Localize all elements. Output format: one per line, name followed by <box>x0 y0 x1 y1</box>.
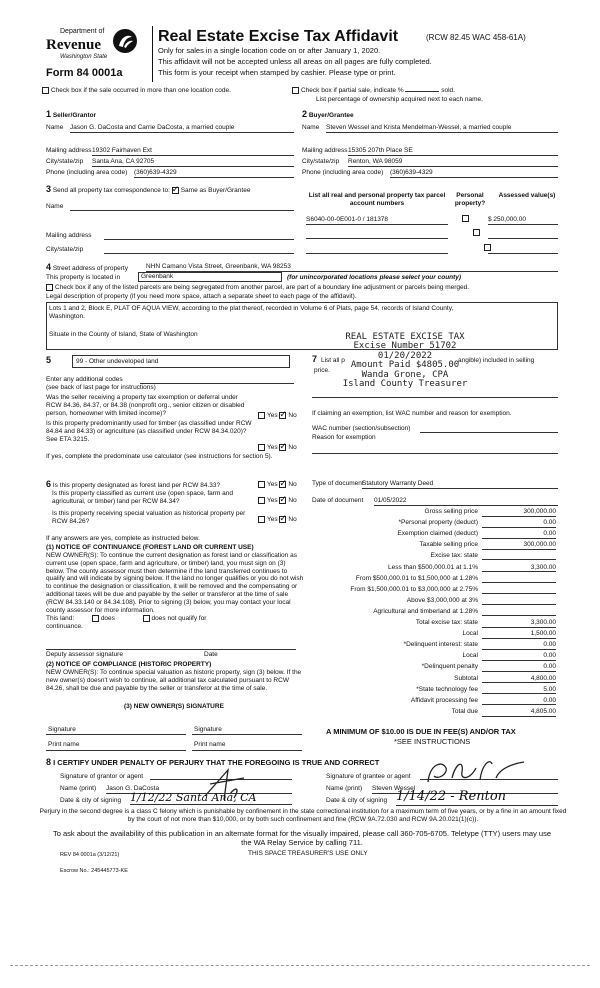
fee-value[interactable] <box>482 552 556 560</box>
seller-exemption-yes[interactable] <box>258 412 265 419</box>
fee-row <box>300 663 558 674</box>
buyer-mail-field[interactable]: 15305 207th Place SE <box>348 147 558 156</box>
certify-row: 8 I CERTIFY UNDER PENALTY OF PERJURY THAT THE FOREGOING IS TRUE AND CORRECT <box>46 757 380 767</box>
deputy-date-label: Date <box>204 651 218 658</box>
fee-label: Subtotal <box>454 674 478 682</box>
does-qualify-checkbox[interactable] <box>92 615 99 622</box>
seller-exemption-answer <box>258 412 297 420</box>
fee-value[interactable]: 0.00 <box>482 641 556 650</box>
forest-land-question-row: 6 Is this property designated as forest land per RCW 84.33? <box>46 479 221 489</box>
owner-signature-line-1[interactable] <box>46 733 186 735</box>
dept-of-text: Department of <box>60 28 105 35</box>
historic-question: Is this property receiving special valuation as historical property per RCW 84.26? <box>52 510 246 525</box>
fee-row <box>300 608 558 619</box>
grantee-signature-label: Signature of grantee or agent <box>326 773 411 780</box>
current-use-answer <box>258 497 297 505</box>
section-7-number: 7 <box>312 354 318 364</box>
header-note-3: This form is your receipt when stamped by cashier. Please type or print. <box>158 68 396 77</box>
stamp-line-6: Island County Treasurer <box>342 379 468 390</box>
corr-mail-field[interactable] <box>104 232 294 240</box>
fee-row <box>300 597 558 608</box>
wac-label: WAC number (section/subsection) <box>312 425 411 432</box>
accessibility-notice: To ask about the availability of this publication in an alternate format for the visually impaired, please call 360-705-6705. Teletype (TTY) users may use the WA Relay Service by calling 711. <box>52 829 552 847</box>
owner-print-label: Print name <box>48 741 80 748</box>
wac-field[interactable] <box>420 425 558 433</box>
land-use-select[interactable]: 99 - Other undeveloped land <box>72 355 290 368</box>
buyer-phone-label: Phone (including area code) <box>302 169 384 176</box>
fee-value[interactable]: 1,500.00 <box>482 630 556 639</box>
timber-yes[interactable] <box>258 444 265 451</box>
stamp-line-2: Excise Number 51702 <box>353 341 457 352</box>
fee-value[interactable] <box>482 597 556 605</box>
seller-name-label: Name <box>46 124 64 131</box>
timber-answer <box>258 444 297 452</box>
fee-row <box>300 630 558 641</box>
fee-row <box>300 641 558 652</box>
multi-location-label: Check box if the sale occurred in more than one location code. <box>51 87 231 95</box>
buyer-mail-label: Mailing address <box>302 147 348 154</box>
no-label: No <box>288 516 297 524</box>
escrow-number: Escrow No.: 245445773-KE <box>60 868 128 874</box>
fee-value[interactable]: 3,300.00 <box>482 564 556 573</box>
legal-description-label: Legal description of property (if you need more space, attach a separate sheet to each page of the affidavit). <box>46 293 357 300</box>
forest-land-answer <box>258 481 297 489</box>
doc-date-field[interactable]: 01/05/2022 <box>374 497 558 506</box>
fee-value[interactable]: 4,800.00 <box>482 675 556 684</box>
grantee-name-label: Name (print) <box>326 785 363 792</box>
this-land-label: This land: <box>46 615 75 623</box>
buyer-name-field[interactable]: Steven Wessel and Krista Mendelman-Wessel, a married couple <box>326 124 558 133</box>
fee-row <box>300 508 558 519</box>
fee-row <box>300 652 558 663</box>
minimum-fee-note: A MINIMUM OF $10.00 IS DUE IN FEE(S) AND/OR TAX <box>326 727 516 736</box>
street-address-field[interactable]: NHN Camano Vista Street, Greenbank, WA 98253 <box>146 263 558 272</box>
fee-value[interactable]: 4,805.00 <box>482 708 556 717</box>
fee-value[interactable]: 0.00 <box>482 697 556 706</box>
buyer-name-label: Name <box>302 124 320 131</box>
seller-phone-label: Phone (including area code) <box>46 169 128 176</box>
fee-value[interactable]: 0.00 <box>482 530 556 539</box>
fee-label: From $1,500,000.01 to $3,000,000 at 2.75% <box>350 585 478 593</box>
yes-label: Yes <box>267 444 278 452</box>
see-back-note: (see back of last page for instructions) <box>46 384 156 391</box>
exemption-reason-label: Reason for exemption <box>312 434 376 441</box>
stamp-line-4: Amount Paid $4805.00 <box>350 360 460 371</box>
doc-date-label: Date of document <box>312 497 364 504</box>
fee-value[interactable]: 300,000.00 <box>482 508 556 517</box>
header-note-1: Only for sales in a single location code on or after January 1, 2020. <box>158 46 381 55</box>
fee-row <box>300 575 558 586</box>
fee-row <box>300 541 558 552</box>
multi-location-checkbox[interactable] <box>42 87 49 94</box>
bottom-dashed-line <box>10 965 590 966</box>
current-use-yes[interactable] <box>258 497 265 504</box>
corr-city-label: City/state/zip <box>46 246 84 253</box>
yes-label: Yes <box>267 497 278 505</box>
fee-row <box>300 619 558 630</box>
fee-label: *Delinquent penalty <box>421 663 478 671</box>
same-as-buyer-checkbox[interactable] <box>172 187 179 194</box>
fee-value[interactable]: 0.00 <box>482 663 556 672</box>
current-use-question: Is this property classified as current use (open space, farm and agricultural, or timber) land per RCW 84.34? <box>52 490 234 505</box>
fee-label: Total excise tax: state <box>415 619 478 626</box>
fee-value[interactable]: 3,300.00 <box>482 619 556 628</box>
no-label: No <box>288 412 297 420</box>
sold-label: sold. <box>441 87 455 95</box>
no-label: No <box>288 444 297 452</box>
fee-value[interactable] <box>482 575 556 583</box>
seller-city-label: City/state/zip <box>46 158 84 165</box>
owner-print-label-2: Print name <box>194 741 226 748</box>
fee-label: Less than $500,000.01 at 1.1% <box>388 563 478 571</box>
current-use-no[interactable] <box>279 497 286 504</box>
partial-sale-label: Check box if partial sale, indicate % <box>301 87 404 95</box>
fee-value[interactable]: 0.00 <box>482 519 556 528</box>
fee-label: *State technology fee <box>416 685 478 693</box>
unincorporated-note: (for unincorporated locations please select your county) <box>287 274 462 281</box>
doc-type-label: Type of document <box>312 480 364 487</box>
forest-land-yes[interactable] <box>258 481 265 488</box>
see-instructions-note: *SEE INSTRUCTIONS <box>394 737 471 746</box>
yes-label: Yes <box>267 481 278 489</box>
additional-codes-field[interactable] <box>140 376 294 384</box>
parcel-column-header: List all real and personal property tax parcel account numbers <box>308 192 446 207</box>
assessed-row-3[interactable] <box>488 246 558 254</box>
notice-1-text: NEW OWNER(S): To continue the current designation as forest land or classification as current use (open space, farm and agriculture, or timber) land, you must sign on (3) below. The county assessor must then determine if the land transferred continues to qualify and will indicate by signing below. If the land no longer qualifies or you do not wish to continue the designation or classification, it will be removed and the compensating or additional taxes will be due and payable by the seller or transferor at the time of sale (RCW 84.33.140 or 84.34.108). Prior to signing (3) below, you may contact your local county assessor for more information. <box>46 552 304 614</box>
timber-no[interactable] <box>279 444 286 451</box>
continuance-label: continuance. <box>46 623 83 630</box>
timber-question: Is this property predominantly used for timber (as classified under RCW 84.84 and 84.33) or agriculture (as classified under RCW 84.34.020)? See ETA 3215. <box>46 420 252 443</box>
does-label: does <box>100 615 115 623</box>
historic-yes[interactable] <box>258 516 265 523</box>
fee-row <box>300 686 558 697</box>
fee-row <box>300 552 558 563</box>
segregated-label: Check box if any of the listed parcels are being segregated from another parcel, are part of a boundary line adjustment or parcels being merged. <box>55 284 470 292</box>
grantor-date-label: Date & city of signing <box>60 797 122 804</box>
revision-label: REV 84 0001a (3/12/21) <box>60 852 120 858</box>
street-address-row: 4 Street address of property <box>46 262 128 272</box>
fee-label: Agricultural and timberland at 1.28% <box>373 607 478 615</box>
grantee-date-city-field[interactable]: 1/14/22 - Renton <box>396 789 558 806</box>
personal-property-checkbox-1[interactable] <box>462 215 469 222</box>
revenue-text: Revenue <box>46 37 101 53</box>
no-label: No <box>288 497 297 505</box>
legal-line-3: Situate in the County of Island, State of Washington <box>49 331 198 338</box>
historic-no[interactable] <box>279 516 286 523</box>
parcel-row-2[interactable] <box>306 231 448 239</box>
buyer-heading: 2 Buyer/Grantee <box>302 109 354 119</box>
rcw-reference: (RCW 82.45 WAC 458-61A) <box>426 33 526 42</box>
seller-mail-field[interactable]: 19302 Fairhaven Ext <box>92 147 294 156</box>
seller-phone-field[interactable]: (360)639-4329 <box>134 169 294 178</box>
yes-label: Yes <box>267 516 278 524</box>
assessed-row-1[interactable]: $ 250,000.00 <box>488 216 558 225</box>
fee-label: Affidavit processing fee <box>410 696 478 704</box>
predominate-use-note: If yes, complete the predominate use calculator (see instructions for section 5). <box>46 453 273 460</box>
perjury-notice: Perjury in the second degree is a class C felony which is punishable by confinement in the state correctional institution for a maximum term of five years, or by a fine in an amount fixed by the court of not more than $10,000, or by both such confinement and fine (RCW 9A.72.030 and RCW 9A.20.021(1)(c)). <box>39 808 567 823</box>
section-7-text-b: price. <box>314 367 330 374</box>
personal-property-column-header: Personal property? <box>454 192 486 207</box>
segregated-row <box>46 284 469 292</box>
land-qualify-row <box>46 615 206 623</box>
parcel-row-3[interactable] <box>306 246 448 254</box>
stamp-line-5: Wanda Grone, CPA <box>361 369 449 380</box>
segregated-checkbox[interactable] <box>46 284 53 291</box>
fee-label: Above $3,000,000 at 3% <box>406 596 478 604</box>
historic-answer <box>258 516 297 524</box>
fee-label: Total due <box>451 707 478 715</box>
seller-name-field[interactable]: Jason G. DaCosta and Carrie DaCosta, a married couple <box>70 124 294 133</box>
fee-row <box>300 530 558 541</box>
assessed-row-2[interactable] <box>488 231 558 239</box>
additional-codes-label: Enter any additional codes <box>46 376 123 383</box>
fee-row <box>300 675 558 686</box>
notice-1-heading: (1) NOTICE OF CONTINUANCE (FOREST LAND OR CURRENT USE) <box>46 544 254 551</box>
forest-land-question: Is this property designated as forest land per RCW 84.33? <box>52 482 221 489</box>
grantee-date-label: Date & city of signing <box>326 797 388 804</box>
seller-exemption-question: Was the seller receiving a property tax exemption or deferral under RCW 84.36, 84.37, or 84.38 (nonprofit org., senior citizen or disabled person, homeowner with limited income)? <box>46 394 245 417</box>
notice-2-heading: (2) NOTICE OF COMPLIANCE (HISTORIC PROPERTY) <box>46 661 212 668</box>
yes-label: Yes <box>267 412 278 420</box>
does-not-label: does not qualify for <box>151 615 207 623</box>
grantee-name-field[interactable]: Steven Wessel <box>372 785 558 794</box>
partial-sale-percent-field[interactable] <box>405 91 439 92</box>
same-as-buyer-label: Same as Buyer/Grantee <box>180 187 251 194</box>
correspondence-row: 3 Send all property tax correspondence to: ✓ Same as Buyer/Grantee <box>46 184 250 195</box>
exemption-reason-field[interactable] <box>312 446 558 454</box>
fee-label: Exemption claimed (deduct) <box>397 530 478 538</box>
notice-3-heading: (3) NEW OWNER(S) SIGNATURE <box>124 703 224 710</box>
legal-line-2: Washington. <box>49 313 85 320</box>
fee-value[interactable] <box>482 608 556 616</box>
fee-row <box>300 564 558 575</box>
fee-label: *Personal property (deduct) <box>398 519 478 527</box>
corr-city-field[interactable] <box>104 246 294 254</box>
seller-mail-label: Mailing address <box>46 147 92 154</box>
location-select[interactable]: Greenbank <box>138 272 282 282</box>
fee-label: Excise tax: state <box>430 552 478 560</box>
grantor-date-city-field[interactable]: 1/12/22 Santa Ana, CA <box>130 791 292 805</box>
fee-label: Gross selling price <box>424 508 478 515</box>
fee-row <box>300 708 558 719</box>
owner-signature-label-2: Signature <box>194 726 222 733</box>
if-yes-note: If any answers are yes, complete as instructed below. <box>46 535 200 542</box>
owner-signature-line-2[interactable] <box>192 733 302 735</box>
seller-exemption-no[interactable] <box>279 412 286 419</box>
seller-heading: 1 Seller/Grantor <box>46 109 97 119</box>
fee-value[interactable] <box>482 586 556 594</box>
fee-label: From $500,000.01 to $1,500,000 at 1.28% <box>355 574 478 582</box>
correspondence-label: Send all property tax correspondence to: <box>52 187 170 194</box>
grantor-signature-label: Signature of grantor or agent <box>60 773 144 780</box>
legal-description-box[interactable] <box>46 302 558 350</box>
section-5-number: 5 <box>46 355 52 365</box>
no-label: No <box>288 481 297 489</box>
fee-row <box>300 586 558 597</box>
form-number: Form 84 0001a <box>46 67 123 79</box>
corr-mail-label: Mailing address <box>46 232 92 239</box>
corr-name-label: Name <box>46 203 64 210</box>
seller-city-field[interactable]: Santa Ana, CA 92705 <box>92 158 294 167</box>
doc-type-field[interactable]: Statutory Warranty Deed <box>362 480 558 489</box>
fee-label: Local <box>462 652 478 660</box>
grantor-name-field[interactable]: Jason G. DaCosta <box>106 785 292 794</box>
partial-sale-checkbox[interactable] <box>292 87 299 94</box>
certify-statement: I CERTIFY UNDER PENALTY OF PERJURY THAT THE FOREGOING IS TRUE AND CORRECT <box>53 758 380 767</box>
form-title: Real Estate Excise Tax Affidavit <box>158 28 399 45</box>
owner-print-line-1[interactable] <box>46 749 186 751</box>
buyer-city-field[interactable]: Renton, WA 98059 <box>348 158 558 167</box>
treasurer-use-label: THIS SPACE TREASURER'S USE ONLY <box>248 850 368 857</box>
revenue-logo-icon <box>112 28 138 54</box>
section-7-text-a: List all p <box>321 357 345 364</box>
located-in-label: This property is located in <box>46 274 121 281</box>
fee-value[interactable]: 0.00 <box>482 652 556 661</box>
personal-property-list-field[interactable] <box>312 390 558 398</box>
partial-sale-row <box>292 87 455 95</box>
deputy-signature-label: Deputy assessor signature <box>46 651 123 658</box>
header-note-2: This affidavit will not be accepted unless all areas on all pages are fully completed. <box>158 57 432 66</box>
street-address-label: Street address of property <box>52 265 128 272</box>
fee-label: Local <box>462 630 478 638</box>
stamp-line-1: REAL ESTATE EXCISE TAX <box>345 332 465 342</box>
buyer-phone-field[interactable]: (360)639-4329 <box>390 169 558 178</box>
notice-2-text: NEW OWNER(S): To continue special valuation as historic property, sign (3) below. If the new owner(s) doesn't wish to continue, all additional tax calculated pursuant to RCW 84.26, shall be due and payable by the seller or transferor at the time of sale. <box>46 669 302 692</box>
does-not-qualify-checkbox[interactable] <box>143 615 150 622</box>
fee-label: Taxable selling price <box>419 541 478 549</box>
exemption-instruction: If claiming an exemption, list WAC number and reason for exemption. <box>312 410 512 417</box>
dept-logo <box>46 28 146 66</box>
fee-value[interactable]: 300,000.00 <box>482 541 556 550</box>
fee-row <box>300 519 558 530</box>
forest-land-no[interactable] <box>279 481 286 488</box>
owner-signature-label: Signature <box>48 726 76 733</box>
deputy-signature-line[interactable] <box>46 644 296 650</box>
legal-line-1: Lots 1 and 2, Block E, PLAT OF AQUA VIEW, according to the plat thereof, recorded in Volume 6 of Plats, page 54, records of Island County, <box>49 305 454 312</box>
fee-row <box>300 697 558 708</box>
washington-state-text: Washington State <box>60 54 108 60</box>
personal-property-checkbox-2[interactable] <box>473 229 480 236</box>
fee-value[interactable]: 5.00 <box>482 686 556 695</box>
section-7-text-c: angible) included in selling <box>458 357 535 364</box>
stamp-line-3: 01/20/2022 <box>377 350 433 361</box>
assessed-column-header: Assessed value(s) <box>498 192 556 199</box>
parcel-row-1[interactable]: S6040-00-0E001-0 / 181378 <box>306 216 448 225</box>
owner-print-line-2[interactable] <box>192 749 302 751</box>
list-percentage-note: List percentage of ownership acquired next to each name. <box>316 96 483 103</box>
buyer-city-label: City/state/zip <box>302 158 340 165</box>
multi-location-row <box>42 87 231 95</box>
corr-name-field[interactable] <box>70 203 294 211</box>
grantor-name-label: Name (print) <box>60 785 97 792</box>
grantee-signature-scribble <box>420 754 530 788</box>
fee-label: *Delinquent interest: state <box>403 641 478 649</box>
header-divider <box>152 26 153 82</box>
